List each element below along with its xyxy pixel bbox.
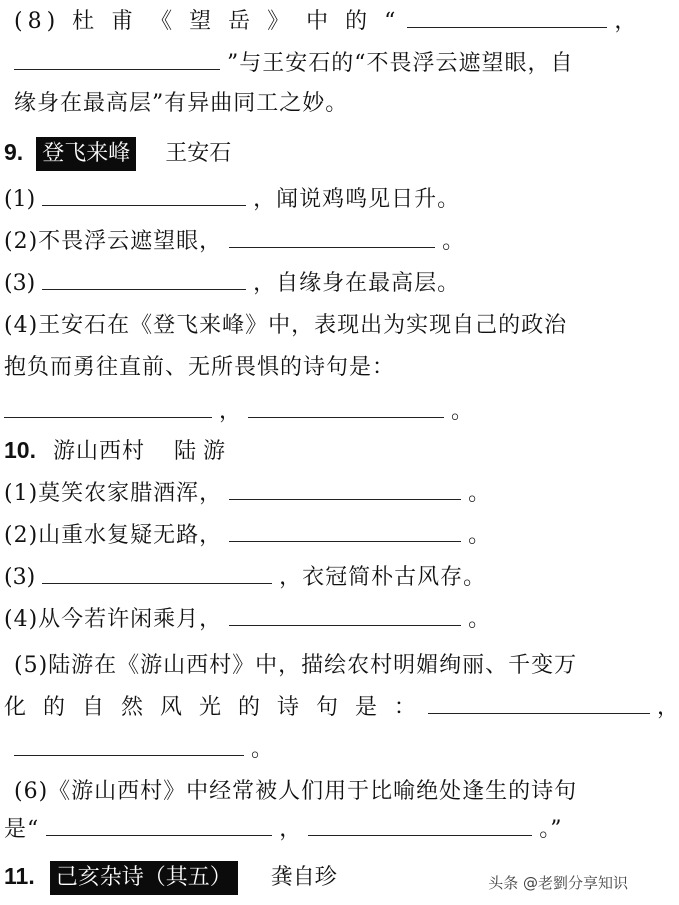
q9-blank-3[interactable] xyxy=(42,267,246,290)
q9-item-1-suffix: ，闻说鸡鸣见日升。 xyxy=(253,187,461,212)
q10-title: 游山西村 xyxy=(52,439,145,464)
q10-item-3-suffix: ，衣冠简朴古风存。 xyxy=(279,565,487,590)
q10-item-5-text-2: 化 的 自 然 风 光 的 诗 句 是 ： xyxy=(4,695,421,720)
q9-item-3-prefix: (3) xyxy=(4,271,36,296)
q10-item-6-text-1: (6)《游山西村》中经常被人们用于比喻绝处逢生的诗句 xyxy=(14,779,578,804)
q10-item-6-prefix: 是“ xyxy=(4,817,40,842)
q9-author: 王安石 xyxy=(165,141,232,166)
q9-blank-2[interactable] xyxy=(229,225,435,248)
q10-item-2-suffix: 。 xyxy=(468,523,491,548)
q8-blank-1[interactable] xyxy=(407,5,607,28)
q11-author: 龚自珍 xyxy=(270,865,337,890)
q8-line-1-text: (8) 杜 甫 《 望 岳 》 中 的 “ xyxy=(14,9,401,34)
q9-item-4-line-3 xyxy=(4,392,644,432)
q8-line-1 xyxy=(14,2,654,42)
q10-item-2-prefix: (2)山重水复疑无路， xyxy=(4,523,223,548)
q9-item-1 xyxy=(4,180,644,220)
q10-author: 陆 游 xyxy=(174,439,225,464)
q10-blank-5[interactable] xyxy=(428,691,650,714)
q8-line-3 xyxy=(14,84,654,124)
q10-item-6-line-2 xyxy=(4,810,644,850)
q9-item-4-sep: ， xyxy=(219,399,242,424)
q10-item-3-prefix: (3) xyxy=(4,565,36,590)
q10-item-4-suffix: 。 xyxy=(468,607,491,632)
q10-item-1 xyxy=(4,474,644,514)
q8-comma: ， xyxy=(614,9,637,34)
q10-blank-8[interactable] xyxy=(308,813,532,836)
q8-line-2 xyxy=(14,44,654,84)
q10-item-1-prefix: (1)莫笑农家腊酒浑， xyxy=(4,481,223,506)
q10-item-6-sep: ， xyxy=(279,817,302,842)
q10-heading xyxy=(4,430,644,470)
q10-item-5-end: 。 xyxy=(251,737,274,762)
q9-item-4-line-2 xyxy=(4,348,644,388)
q10-blank-4[interactable] xyxy=(229,603,461,626)
q10-item-3 xyxy=(4,558,644,598)
q10-item-1-suffix: 。 xyxy=(468,481,491,506)
q10-item-6-end: 。” xyxy=(539,817,562,842)
q8-line-2-text: ”与王安石的“不畏浮云遮望眼，自 xyxy=(227,51,574,76)
q9-title: 登飞来峰 xyxy=(36,137,136,171)
q9-item-4-text-2: 抱负而勇往直前、无所畏惧的诗句是： xyxy=(4,355,396,380)
q10-item-2 xyxy=(4,516,644,556)
q10-item-5-line-2 xyxy=(4,688,679,728)
q9-item-3-suffix: ，自缘身在最高层。 xyxy=(253,271,461,296)
q11-title: 己亥杂诗（其五） xyxy=(50,861,238,895)
q9-item-4-line-1 xyxy=(4,306,644,346)
q10-item-5-text-1: (5)陆游在《游山西村》中，描绘农村明媚绚丽、千变万 xyxy=(14,653,578,678)
q9-item-2-suffix: 。 xyxy=(442,229,465,254)
q10-blank-2[interactable] xyxy=(229,519,461,542)
q9-item-2 xyxy=(4,222,644,262)
q9-heading xyxy=(4,132,644,172)
q10-number: 10. xyxy=(4,437,36,463)
q9-blank-5[interactable] xyxy=(248,395,444,418)
q8-blank-2[interactable] xyxy=(14,47,220,70)
q10-item-5-line-3 xyxy=(14,730,654,770)
q10-item-4-prefix: (4)从今若许闲乘月， xyxy=(4,607,223,632)
q9-item-2-prefix: (2)不畏浮云遮望眼， xyxy=(4,229,223,254)
q9-number: 9. xyxy=(4,139,24,165)
q9-item-1-prefix: (1) xyxy=(4,187,36,212)
q10-item-6-line-1 xyxy=(14,772,654,812)
q11-number: 11. xyxy=(4,863,35,889)
q9-blank-4[interactable] xyxy=(4,395,212,418)
q9-item-3 xyxy=(4,264,644,304)
watermark: 头条 @老劉分享知识 xyxy=(488,874,628,892)
q10-item-5-line-1 xyxy=(14,646,654,686)
q9-item-4-text-1: (4)王安石在《登飞来峰》中，表现出为实现自己的政治 xyxy=(4,313,568,338)
q9-item-4-end: 。 xyxy=(451,399,474,424)
q10-item-5-sep: ， xyxy=(656,695,679,720)
q9-blank-1[interactable] xyxy=(42,183,246,206)
q10-blank-6[interactable] xyxy=(14,733,244,756)
q10-item-4 xyxy=(4,600,644,640)
q10-blank-3[interactable] xyxy=(42,561,272,584)
q8-line-3-text: 缘身在最高层”有异曲同工之妙。 xyxy=(14,91,349,116)
q10-blank-7[interactable] xyxy=(46,813,272,836)
q10-blank-1[interactable] xyxy=(229,477,461,500)
